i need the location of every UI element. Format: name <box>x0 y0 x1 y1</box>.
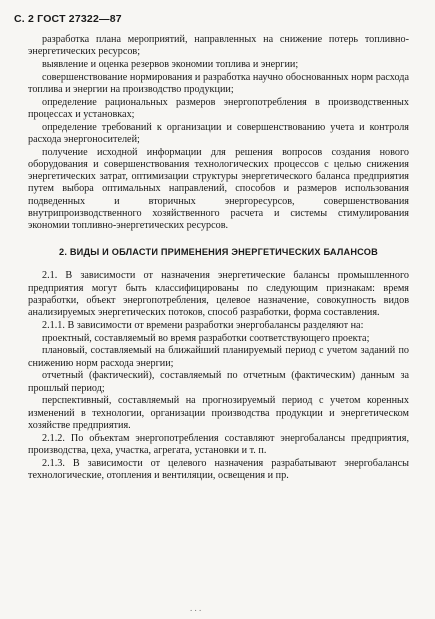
paragraph: 2.1.3. В зависимости от целевого назначения разрабатывают энергобалансы технологические, отопления и вентиляции, освещения и пр. <box>28 457 409 481</box>
paragraph: плановый, составляемый на ближайший планируемый период с учетом заданий по снижению норм расхода энергии; <box>28 345 409 369</box>
footer-dots: . . . <box>190 603 202 613</box>
paragraph: перспективный, составляемый на прогнозируемый период с учетом коренных изменений в технологии, организации производства продукции и энергетическом хозяйстве предприятия. <box>28 395 409 431</box>
list-item: выявление и оценка резервов экономии топлива и энергии; <box>42 59 299 70</box>
paragraph: 2.1. В зависимости от назначения энергетические балансы промышленного предприятия могут быть классифицированы по следующим признакам: время разработки, объект энергопотребления, целевое назначение, совокупность видов анализируемых энергетических потоков, способ разработки, форма составления. <box>28 270 409 319</box>
list-item: получение исходной информации для решения вопросов создания нового оборудования и совершенствования технологических процессов с целью снижения энергетических затрат, оптимизации структуры энергетического баланса предприятия путем выбора оптимальных направлений, способов и размеров использования подведенных и вторичных энергоресурсов, совершенствования внутрипроизводственного хозяйственного расчета и системы стимулирования экономии топливно-энергетических ресурсов. <box>28 146 409 232</box>
list-item: совершенствование нормирования и разработка научно обоснованных норм расхода топлива и энергии на производство продукции; <box>28 71 409 95</box>
paragraph: 2.1.2. По объектам энергопотребления составляют энергобалансы предприятия, производства, цеха, участка, агрегата, установки и т. п. <box>28 432 409 456</box>
list-item: определение требований к организации и совершенствованию учета и контроля расхода энергоносителей; <box>28 121 409 145</box>
list-item: определение рациональных размеров энергопотребления в производственных процессах и установках; <box>28 96 409 120</box>
document-body <box>28 34 409 483</box>
objectives-list <box>28 34 409 232</box>
paragraph: проектный, составляемый во время разработки соответствующего проекта; <box>42 332 370 344</box>
page-header: С. 2 ГОСТ 27322—87 <box>14 13 122 25</box>
list-item: разработка плана мероприятий, направленных на снижение потерь топливно-энергетических ресурсов; <box>28 34 409 58</box>
paragraph: 2.1.1. В зависимости от времени разработки энергобалансы разделяют на: <box>42 319 364 331</box>
paragraph: отчетный (фактический), составляемый по отчетным (фактическим) данным за прошлый период; <box>28 370 409 394</box>
section-title: 2. ВИДЫ И ОБЛАСТИ ПРИМЕНЕНИЯ ЭНЕРГЕТИЧЕСКИХ БАЛАНСОВ <box>59 247 378 258</box>
